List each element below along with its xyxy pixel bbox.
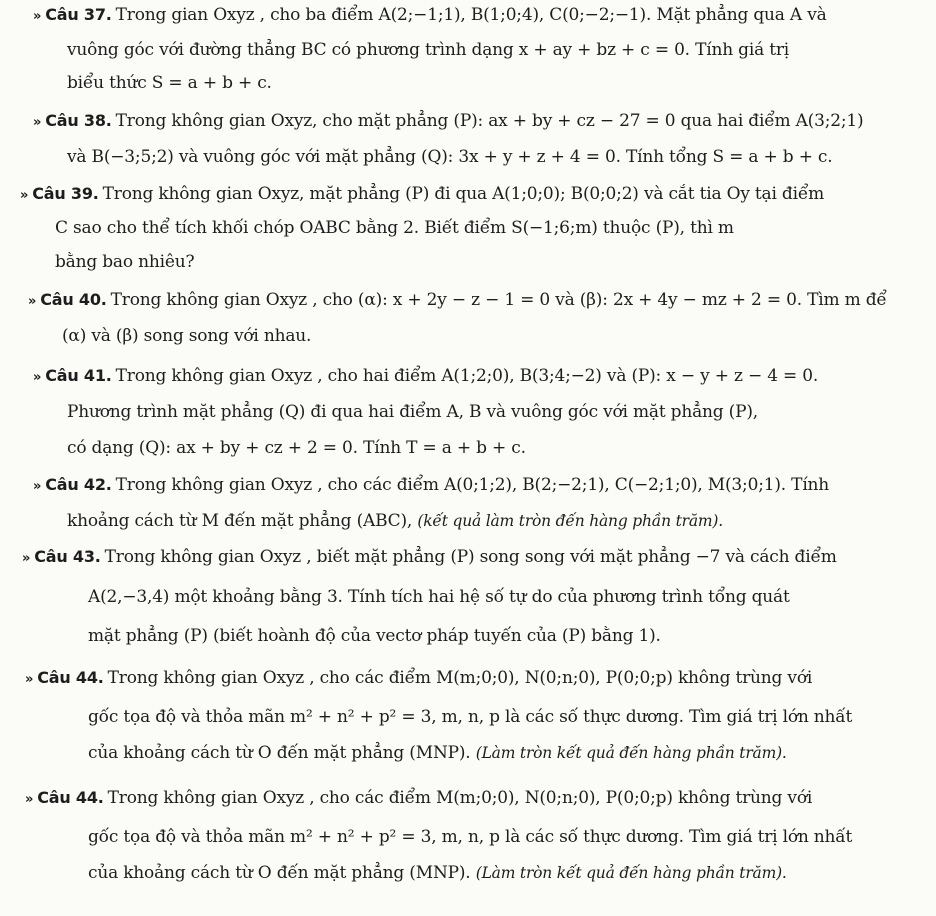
question-text: và B(−3;5;2) và vuông góc với mặt phẳng (Q): 3x + y + z + 4 = 0. Tính tổng S = a + b + c.: [67, 147, 833, 167]
question-text: mặt phẳng (P) (biết hoành độ của vectơ pháp tuyến của (P) bằng 1).: [88, 626, 661, 646]
question-text: Trong không gian Oxyz , cho (α): x + 2y − z − 1 = 0 và (β): 2x + 4y − mz + 2 = 0. Tìm m để: [110, 290, 887, 310]
bullet-icon: »: [33, 115, 42, 130]
question-text: biểu thức S = a + b + c.: [67, 73, 272, 93]
question-text: gốc tọa độ và thỏa mãn m² + n² + p² = 3, m, n, p là các số thực dương. Tìm giá trị lớn nhất: [88, 827, 853, 847]
bullet-icon: »: [20, 188, 29, 203]
question-text: Trong không gian Oxyz , cho các điểm M(m;0;0), N(0;n;0), P(0;0;p) không trùng với: [107, 788, 813, 808]
question-text: C sao cho thể tích khối chóp OABC bằng 2. Biết điểm S(−1;6;m) thuộc (P), thì m: [55, 218, 734, 238]
question-text: vuông góc với đường thẳng BC có phương trình dạng x + ay + bz + c = 0. Tính giá trị: [67, 40, 790, 60]
rounding-note: (Làm tròn kết quả đến hàng phần trăm).: [475, 744, 787, 762]
question-text: có dạng (Q): ax + by + cz + 2 = 0. Tính T = a + b + c.: [67, 438, 526, 458]
rounding-note: (kết quả làm tròn đến hàng phần trăm).: [417, 512, 723, 530]
bullet-icon: »: [33, 9, 42, 24]
rounding-note: (Làm tròn kết quả đến hàng phần trăm).: [475, 864, 787, 882]
question-text: Trong gian Oxyz , cho ba điểm A(2;−1;1), B(1;0;4), C(0;−2;−1). Mặt phẳng qua A và: [115, 5, 827, 25]
question-text: Trong không gian Oxyz, mặt phẳng (P) đi qua A(1;0;0); B(0;0;2) và cắt tia Oy tại điểm: [102, 184, 825, 204]
question-label: Câu 38.: [45, 111, 112, 130]
question-text: Trong không gian Oxyz , biết mặt phẳng (P) song song với mặt phẳng −7 và cách điểm: [104, 547, 837, 567]
bullet-icon: »: [25, 672, 34, 687]
question-text: bằng bao nhiêu?: [55, 252, 195, 272]
bullet-icon: »: [33, 479, 42, 494]
question-text: Trong không gian Oxyz , cho hai điểm A(1;2;0), B(3;4;−2) và (P): x − y + z − 4 = 0.: [115, 366, 819, 386]
bullet-icon: »: [28, 294, 37, 309]
question-label: Câu 43.: [34, 547, 101, 566]
question-text: của khoảng cách từ O đến mặt phẳng (MNP).: [88, 863, 471, 883]
question-label: Câu 42.: [45, 475, 112, 494]
bullet-icon: »: [33, 370, 42, 385]
question-text: Trong không gian Oxyz , cho các điểm A(0;1;2), B(2;−2;1), C(−2;1;0), M(3;0;1). Tính: [115, 475, 830, 495]
question-label: Câu 40.: [40, 290, 107, 309]
question-label: Câu 37.: [45, 5, 112, 24]
question-text: Trong không gian Oxyz, cho mặt phẳng (P): ax + by + cz − 27 = 0 qua hai điểm A(3;2;1): [115, 111, 864, 131]
question-text: của khoảng cách từ O đến mặt phẳng (MNP).: [88, 743, 471, 763]
question-label: Câu 41.: [45, 366, 112, 385]
question-text: (α) và (β) song song với nhau.: [62, 326, 312, 346]
bullet-icon: »: [25, 792, 34, 807]
question-text: A(2,−3,4) một khoảng bằng 3. Tính tích hai hệ số tự do của phương trình tổng quát: [88, 587, 790, 607]
question-text: Phương trình mặt phẳng (Q) đi qua hai điểm A, B và vuông góc với mặt phẳng (P),: [67, 402, 758, 422]
bullet-icon: »: [22, 551, 31, 566]
question-label: Câu 44.: [37, 668, 104, 687]
question-text: gốc tọa độ và thỏa mãn m² + n² + p² = 3, m, n, p là các số thực dương. Tìm giá trị lớn nhất: [88, 707, 853, 727]
question-text: Trong không gian Oxyz , cho các điểm M(m;0;0), N(0;n;0), P(0;0;p) không trùng với: [107, 668, 813, 688]
question-text: khoảng cách từ M đến mặt phẳng (ABC),: [67, 511, 413, 531]
question-label: Câu 39.: [32, 184, 99, 203]
question-label: Câu 44.: [37, 788, 104, 807]
